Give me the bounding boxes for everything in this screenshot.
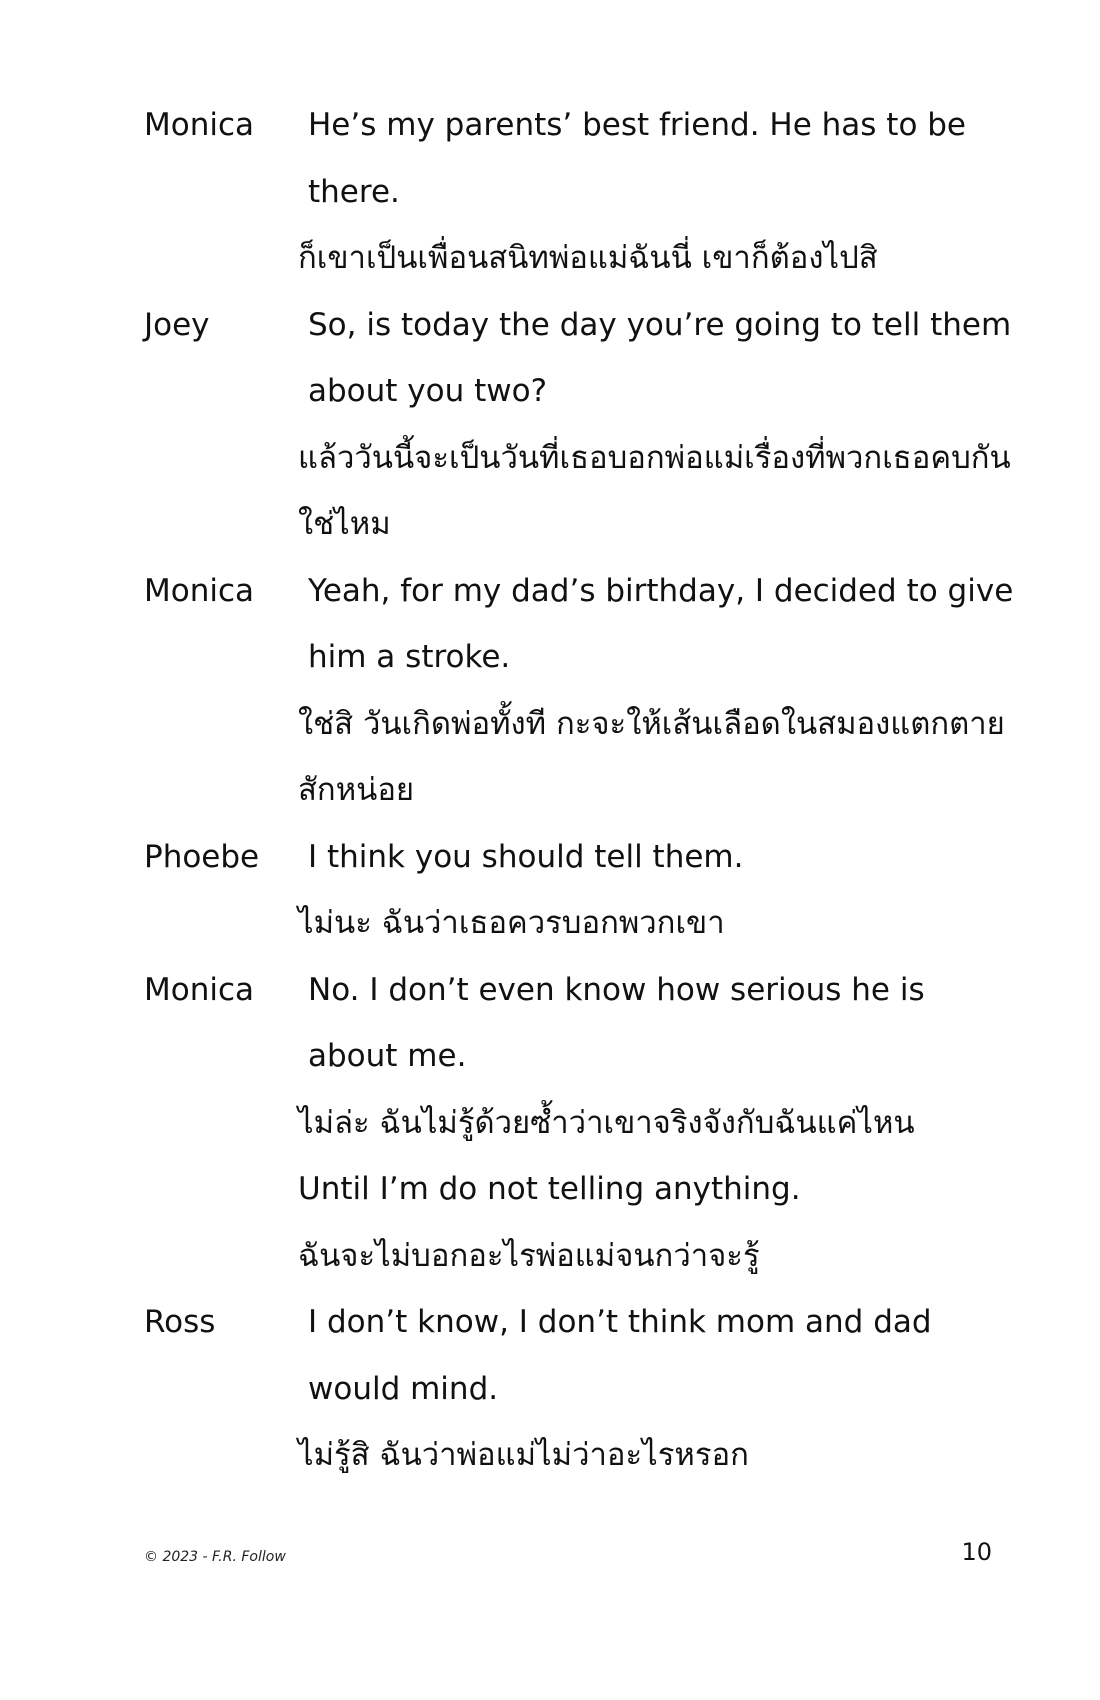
- dialogue-line: ไม่รู้สิ ฉันว่าพ่อแม่ไม่ว่าอะไรหรอก: [298, 1437, 749, 1473]
- dialogue-entry: [144, 558, 1014, 824]
- dialogue-text: [298, 824, 1014, 957]
- dialogue-entry: [144, 824, 1014, 957]
- dialogue-line: So, is today the day you’re going to tell them about you two?: [308, 306, 1012, 409]
- dialogue-text: [298, 558, 1014, 824]
- speaker-name: Monica: [144, 572, 255, 609]
- dialogue-line: ก็เขาเป็นเพื่อนสนิทพ่อแม่ฉันนี่ เขาก็ต้องไปสิ: [298, 240, 878, 276]
- speaker-name: Monica: [144, 971, 255, 1008]
- dialogue-line: I think you should tell them.: [308, 838, 744, 875]
- speaker-name: Joey: [144, 306, 210, 343]
- dialogue-entry: [144, 292, 1014, 558]
- dialogue-line: No. I don’t even know how serious he is about me.: [308, 971, 925, 1074]
- dialogue-entry: [144, 92, 1014, 292]
- dialogue-text: [298, 957, 1014, 1290]
- dialogue-line: แล้ววันนี้จะเป็นวันที่เธอบอกพ่อแม่เรื่องที่พวกเธอคบกันใช่ไหม: [298, 439, 1011, 542]
- dialogue-line: ฉันจะไม่บอกอะไรพ่อแม่จนกว่าจะรู้: [298, 1237, 760, 1274]
- dialogue-line: ไม่นะ ฉันว่าเธอควรบอกพวกเขา: [298, 905, 725, 941]
- dialogue-text: [298, 292, 1014, 558]
- dialogue-text: [298, 1289, 1014, 1489]
- dialogue-text: [298, 92, 1014, 292]
- copyright-footer: © 2023 - F.R. Follow: [144, 1549, 286, 1565]
- speaker-name: Phoebe: [144, 838, 260, 875]
- dialogue-entry: [144, 1289, 1014, 1489]
- dialogue-entry: [144, 957, 1014, 1290]
- speaker-name: Monica: [144, 107, 255, 143]
- dialogue-line: Yeah, for my dad’s birthday, I decided to give him a stroke.: [308, 572, 1014, 675]
- dialogue-line: I don’t know, I don’t think mom and dad would mind.: [308, 1304, 932, 1407]
- dialogue-line: Until I’m do not telling anything.: [298, 1171, 801, 1207]
- dialogue-list: [144, 92, 1014, 1489]
- dialogue-line: ใช่สิ วันเกิดพ่อทั้งที กะจะให้เส้นเลือดในสมองแตกตายสักหน่อย: [298, 705, 1005, 808]
- dialogue-line: ไม่ล่ะ ฉันไม่รู้ด้วยซ้ำว่าเขาจริงจังกับฉันแค่ไหน: [298, 1104, 915, 1141]
- speaker-name: Ross: [144, 1304, 216, 1340]
- page-number: 10: [961, 1538, 992, 1566]
- dialogue-line: He’s my parents’ best friend. He has to be there.: [308, 107, 967, 210]
